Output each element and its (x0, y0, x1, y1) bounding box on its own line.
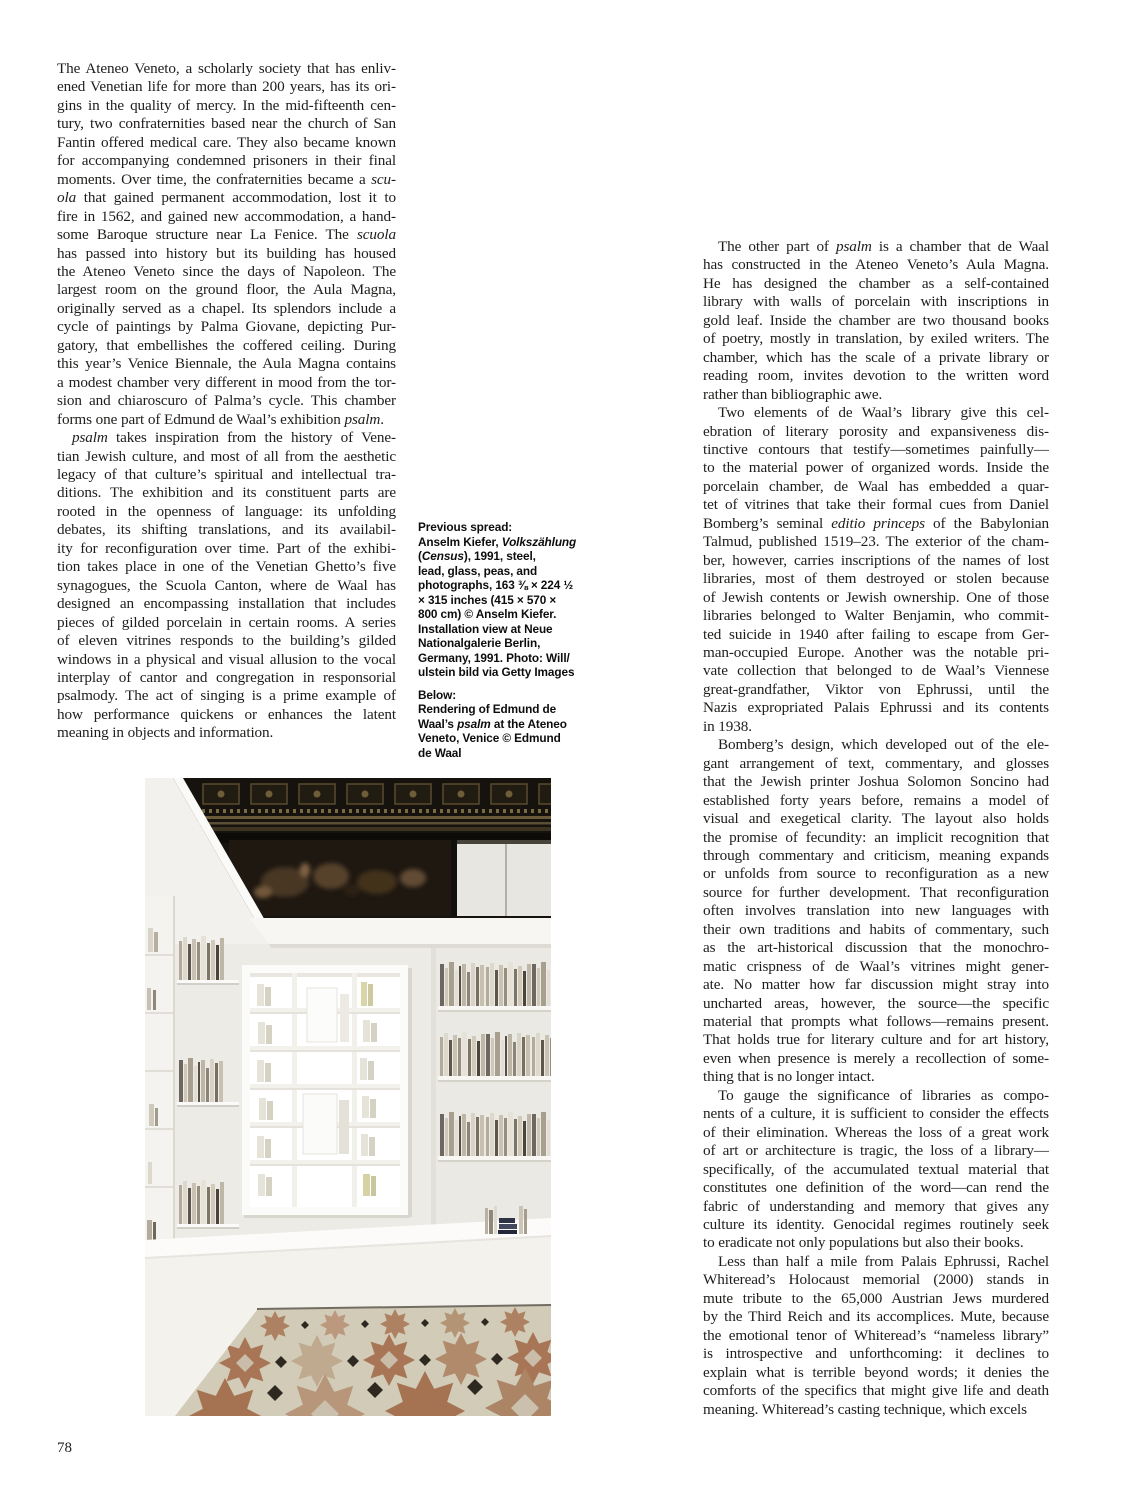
text-line: meaning in objects and information. (57, 724, 274, 742)
text-line: to the material power of organized words. Inside the (703, 459, 1049, 477)
text-line: visual and exegetical clarity. The layout also holds (703, 810, 1049, 828)
text-line: Veneto, Venice © Edmund (418, 731, 561, 745)
text-line: × 315 inches (415 × 570 × (418, 592, 557, 607)
text-line: tury, two confraternities based near the church of San (57, 115, 396, 133)
text-line: often involves translation into new languages with (703, 902, 1049, 920)
text-line: by the Third Reich and its accomplices. Mute, because (703, 1308, 1049, 1326)
paragraph (703, 736, 1049, 1087)
text-line: tet of vitrines that take their formal cues from Daniel (703, 496, 1049, 514)
text-line: fire in 1562, and gained new accommodation, a hand- (57, 207, 396, 225)
text-line: (Census), 1991, steel, (418, 549, 536, 563)
text-line: Anselm Kiefer, Volkszählung (418, 534, 577, 549)
article-column-left (57, 60, 396, 743)
caption-previous-spread (418, 520, 593, 680)
text-line: specifically, of the accumulated textual material that (703, 1160, 1049, 1178)
text-line: ate. No matter how far discussion might stray into (703, 976, 1049, 994)
text-line: culture its identity. Genocidal regimes routinely seek (703, 1216, 1049, 1234)
text-line: man-occupied Europe. Another was the notable pri- (703, 643, 1049, 661)
text-line: synagogues, the Scuola Canton, where de Waal has (57, 576, 396, 594)
paragraph (703, 404, 1049, 736)
text-line: gant arrangement of text, commentary, and glosses (703, 754, 1049, 772)
text-line: Bomberg’s design, which developed out of the ele- (718, 736, 1049, 754)
text-line: how performance quickens or enhances the latent (57, 705, 396, 723)
text-line: sion and chiaroscuro of Palma’s cycle. This chamber (57, 392, 396, 410)
text-line: Bomberg’s seminal editio princeps of the Babylonian (703, 514, 1049, 532)
caption-column (418, 520, 593, 760)
text-line: the Ateneo Veneto since the days of Napoleon. The (57, 262, 396, 280)
text-line: of their elimination. Whereas the loss of a great work (703, 1123, 1049, 1141)
text-line: Less than half a mile from Palais Ephrussi, Rachel (718, 1252, 1049, 1270)
text-line: Talmud, published 1519–23. The exterior of the cham- (703, 533, 1049, 551)
text-line: debates, its shifting translations, and its availabil- (57, 521, 396, 539)
text-line: pieces of gilded porcelain in certain rooms. A series (57, 613, 396, 631)
text-line: reading room, invites devotion to the written word (703, 367, 1049, 385)
text-line: 800 cm) © Anselm Kiefer. (418, 607, 557, 621)
text-line: forms one part of Edmund de Waal’s exhibition psalm. (57, 410, 384, 428)
text-line: that the Jewish printer Joshua Solomon Soncino had (703, 773, 1049, 791)
text-line: constitutes one definition of the word—can rend the (703, 1179, 1049, 1197)
text-line: Rendering of Edmund de (418, 702, 557, 716)
text-line: for accompanying condemned prisoners in their final (57, 152, 396, 170)
text-line: ted suicide in 1940 after failing to escape from Ger- (703, 625, 1049, 643)
text-line: of poetry, mostly in translation, by exiled writers. The (703, 330, 1049, 348)
text-line: gins in the quality of mercy. In the mid-fifteenth cen- (57, 96, 396, 114)
text-line: a modest chamber very different in mood from the tor- (57, 373, 396, 391)
text-line: Below: (418, 687, 457, 702)
text-line: thing that is no longer intact. (703, 1068, 875, 1086)
paragraph (703, 1087, 1049, 1253)
text-line: or unfolds from source to reconfiguration as a new (703, 865, 1049, 883)
text-line: cycle of paintings by Palma Giovane, depicting Pur- (57, 318, 396, 336)
text-line: ola that gained permanent accommodation, lost it to (57, 189, 396, 207)
palma-painting (229, 840, 451, 916)
text-line: tian Jewish culture, and most of all from the aesthetic (57, 447, 396, 465)
text-line: even when presence is merely a recollection of some- (703, 1049, 1049, 1067)
text-line: ber, however, carries inscriptions of the names of lost (703, 551, 1049, 569)
rendering-svg (145, 778, 551, 1416)
text-line: ditions. The exhibition and its constituent parts are (57, 484, 396, 502)
paragraph (703, 1253, 1049, 1419)
caption-below (418, 688, 593, 761)
text-line: He has designed the chamber as a self-contained (703, 274, 1049, 292)
text-line: this year’s Venice Biennale, the Aula Magna contains (57, 355, 396, 373)
text-line: matic crispness of de Waal’s vitrines might gener- (703, 957, 1049, 975)
text-line: as the art-historical discussion that the monochro- (703, 939, 1049, 957)
text-line: libraries belonged to Walter Benjamin, who commit- (703, 607, 1049, 625)
text-line: To gauge the significance of libraries as compo- (718, 1086, 1049, 1104)
text-line: mute tribute to the 65,000 Austrian Jews murdered (703, 1289, 1049, 1307)
text-line: Nazis expropriated Palais Ephrussi and its contents (703, 699, 1049, 717)
text-line: photographs, 163 ⅜ × 224 ½ (418, 578, 574, 592)
text-line: of eleven vitrines responds to the building’s gilded (57, 632, 396, 650)
text-line: rather than bibliographic awe. (703, 385, 883, 403)
text-line: through commentary and criticism, meaning expands (703, 846, 1049, 864)
text-line: some Baroque structure near La Fenice. The scuola (57, 226, 396, 244)
text-line: legacy of that culture’s spiritual and intellectual tra- (57, 465, 396, 483)
text-line: ebration of literary porosity and expansiveness dis- (703, 422, 1049, 440)
text-line: ened Venetian life for more than 200 years, has its ori- (57, 78, 396, 96)
text-line: Waal’s psalm at the Ateneo (418, 716, 567, 731)
text-line: Germany, 1991. Photo: Will/ (418, 650, 570, 665)
text-line: the promise of fecundity: an implicit recognition that (703, 828, 1049, 846)
text-line: Previous spread: (418, 520, 513, 534)
text-line: libraries, most of them destroyed or stolen because (703, 570, 1049, 588)
text-line: gatory, that embellishes the coffered ceiling. During (57, 336, 396, 354)
text-line: to eradicate not only populations but also their books. (703, 1234, 1024, 1252)
psalm-rendering-image (145, 778, 551, 1416)
text-line: ulstein bild via Getty Images (418, 665, 575, 679)
text-line: interplay of cantor and congregation in responsorial (57, 668, 396, 686)
text-line: explain what is terrible beyond words; it denies the (703, 1363, 1049, 1381)
text-line: rooted in the openness of language: its unfolding (57, 502, 396, 520)
upper-right-panel (451, 840, 551, 916)
text-line: established forty years before, remains a model of (703, 791, 1049, 809)
text-line: has constructed in the Ateneo Veneto’s Aula Magna. (703, 256, 1049, 274)
text-line: of Jewish contents or Jewish ownership. One of those (703, 588, 1049, 606)
text-line: Whiteread’s Holocaust memorial (2000) stands in (703, 1271, 1049, 1289)
text-line: is introspective and unforthcoming: it declines to (703, 1345, 1049, 1363)
text-line: tion takes place in one of the Venetian Ghetto’s five (57, 558, 396, 576)
text-line: has passed into history but its building has housed (57, 244, 396, 262)
text-line: gold leaf. Inside the chamber are two thousand books (703, 311, 1049, 329)
text-line: fabric of understanding and memory that gives any (703, 1197, 1049, 1215)
paragraph (57, 429, 396, 743)
article-column-right (703, 238, 1049, 1419)
text-line: psalmody. The act of singing is a prime example of (57, 687, 396, 705)
text-line: psalm takes inspiration from the history of Vene- (72, 429, 396, 447)
text-line: comforts of the specifics that might give life and death (703, 1382, 1049, 1400)
text-line: windows in a physical and visual allusion to the vocal (57, 650, 396, 668)
text-line: nents of a culture, it is sufficient to consider the effects (703, 1105, 1049, 1123)
text-line: The other part of psalm is a chamber that de Waal (718, 238, 1049, 255)
text-line: Installation view at Neue (418, 621, 553, 636)
text-line: lead, glass, peas, and (418, 563, 538, 578)
text-line: in 1938. (703, 717, 752, 735)
paragraph (57, 60, 396, 429)
page-number: 78 (57, 1440, 72, 1456)
text-line: Fantin offered medical care. They also became known (57, 133, 396, 151)
text-line: That holds true for literary culture and for art history, (703, 1031, 1049, 1049)
central-vitrine-shelf (242, 965, 412, 1218)
text-line: vate collection that belonged to de Waal’s Viennese (703, 662, 1049, 680)
text-line: their own traditions and habits of commentary, such (703, 920, 1049, 938)
text-line: Nationalgalerie Berlin, (418, 636, 541, 650)
text-line: The Ateneo Veneto, a scholarly society that has enliv- (57, 60, 396, 77)
text-line: tinctive contours that testify—sometimes painfully— (703, 440, 1049, 458)
text-line: source for further development. That reconfiguration (703, 883, 1049, 901)
text-line: Two elements of de Waal’s library give this cel- (718, 404, 1049, 422)
text-line: library with walls of porcelain with inscriptions in (703, 293, 1049, 311)
text-line: uncharted areas, however, the source—the specific (703, 994, 1049, 1012)
text-line: moments. Over time, the confraternities became a scu- (57, 170, 396, 188)
text-line: of art or architecture is tragic, the loss of a library— (703, 1142, 1049, 1160)
text-line: de Waal (418, 745, 462, 760)
paragraph (703, 238, 1049, 404)
text-line: largest room on the ground floor, the Aula Magna, (57, 281, 396, 299)
text-line: designed an encompassing installation that includes (57, 595, 396, 613)
text-line: the emotional tenor of Whiteread’s “nameless library” (703, 1326, 1049, 1344)
text-line: meaning. Whiteread’s casting technique, which excels (703, 1400, 1027, 1418)
text-line: originally served as a chapel. Its splendors include a (57, 299, 396, 317)
text-line: material that prompts what follows—remains present. (703, 1013, 1049, 1031)
text-line: great-grandfather, Viktor von Ephrussi, until the (703, 680, 1049, 698)
text-line: chamber, which has the scale of a private library or (703, 348, 1049, 366)
text-line: porcelain chamber, de Waal has embedded a quar- (703, 477, 1049, 495)
text-line: ity for reconfiguration over time. Part of the exhibi- (57, 539, 396, 557)
